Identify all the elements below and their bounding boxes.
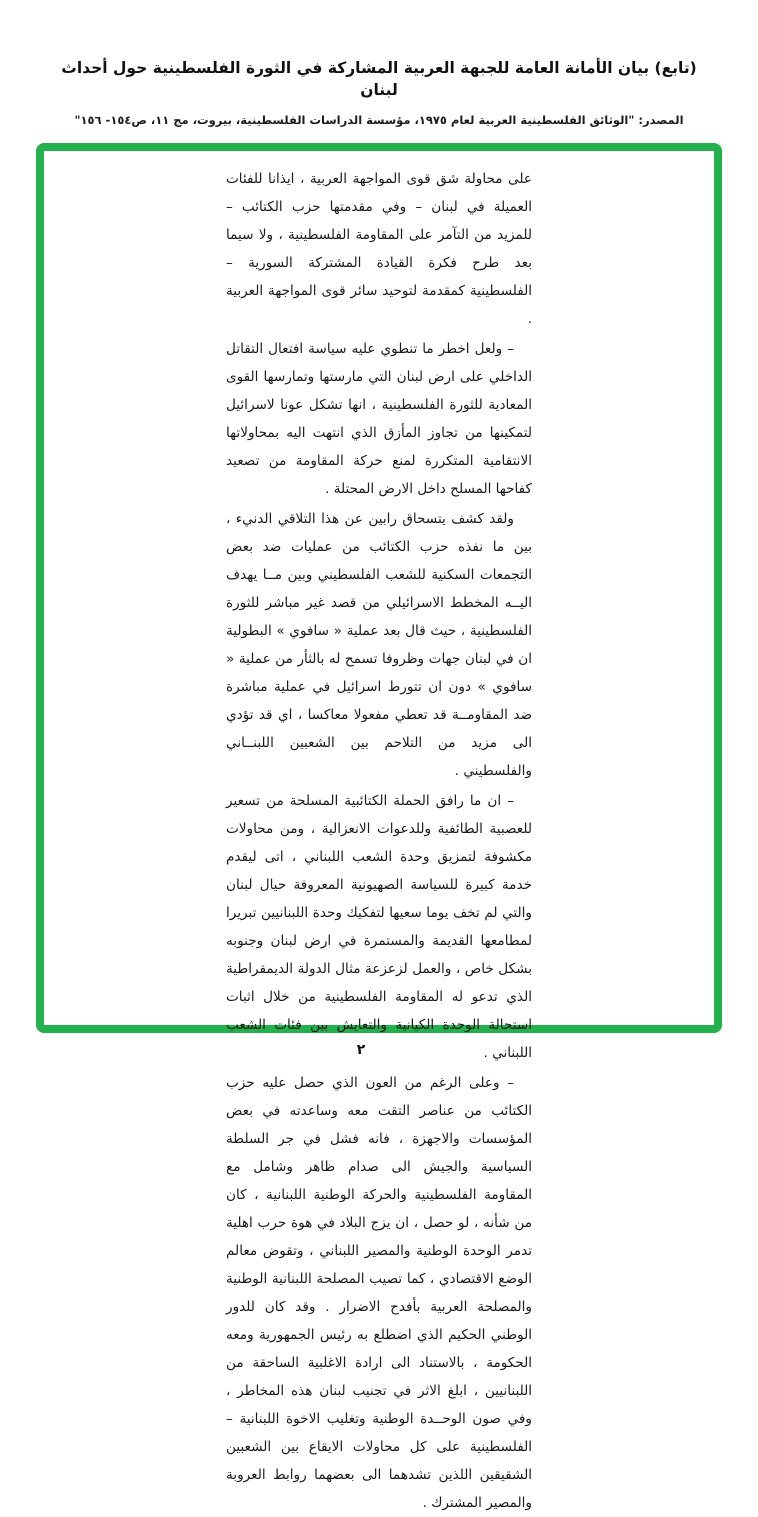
page-title: (تابع) بيان الأمانة العامة للجبهة العربية المشاركة في الثورة الفلسطينية حول أحداث لبنان [61,59,697,99]
paragraph: على محاولة شق قوى المواجهة العربية ، ايذانا للفئات العميلة في لبنان – وفي مقدمتها حزب الكتائب – للمزيد من التآمر على المقاومة الفلسطينية ، ولا سيما بعد طرح فكرة القيادة المشتركة السورية – الفلسطينية كمقدمة لتوحيد سائر قوى المواجهة العربية . [226,171,532,327]
page-number: ٢ [356,1042,366,1058]
document-header [0,58,758,127]
paragraph: – ولعل اخطر ما تنطوي عليه سياسة افتعال التقاتل الداخلي على ارض لبنان التي مارستها وتمارسها القوى المعادية للثورة الفلسطينية ، انها تشكل عونا لاسرائيل لتمكينها من تجاوز المأزق الذي انتهت اليه بمحاولاتها الانتقامية المتكررة لمنع حركة المقاومة من تصعيد كفاحها المسلح داخل الارض المحتلة . [226,341,532,497]
document-body [226,165,532,1517]
paragraph: – ان ما رافق الحملة الكتائبية المسلحة من تسعير للعصبية الطائفية وللدعوات الانعزالية ، ومن محاولات مكشوفة لتمزيق وحدة الشعب اللبناني ، اتى ليقدم خدمة كبيرة للسياسة الصهيونية المعروفة حيال لبنان والتي لم تخف يوما سعيها لتفكيك وحدة اللبنانيين تبريرا لمطامعها القديمة والمستمرة في ارض لبنان وجنوبه بشكل خاص ، والعمل لزعزعة مثال الدولة الديمقراطية الذي تدعو له المقاومة الفلسطينية من خلال اثبات استحالة الوحدة الكيانية والتعايش بين فئات الشعب اللبناني . [226,793,532,1061]
highlight-border-frame [36,143,722,1511]
paragraph: ولقد كشف يتسحاق رابين عن هذا التلاقي الدنيء ، بين ما نفذه حزب الكتائب من عمليات ضد بعض التجمعات السكنية للشعب الفلسطيني وبين مــا يهدف اليــه المخطط الاسرائيلي من قصد غير مباشر للثورة الفلسطينية ، حيث قال بعد عملية « سافوي » البطولية ان في لبنان جهات وظروفا تسمح له بالثأر من عملية « سافوي » دون ان تتورط اسرائيل في عملية مباشرة ضد المقاومــة قد تعطي مفعولا معاكسا ، اي قد تؤدي الى مزيد من التلاحم بين الشعبين اللبنــاني والفلسطيني . [226,511,532,779]
paragraph: – وعلى الرغم من العون الذي حصل عليه حزب الكتائب من عناصر التقت معه وساعدته في بعض المؤسسات والاجهزة ، فانه فشل في جر السلطة السياسية والجيش الى صدام ظاهر وشامل مع المقاومة الفلسطينية والحركة الوطنية اللبنانية ، كان من شأنه ، لو حصل ، ان يزج البلاد في هوة حرب اهلية تدمر الوحدة الوطنية والمصير اللبناني ، وتقوض معالم الوضع الاقتصادي ، كما تصيب المصلحة اللبنانية الوطنية والمصلحة العربية بأفدح الاضرار . وقد كان للدور الوطني الحكيم الذي اضطلع به رئيس الجمهورية ومعه الحكومة ، بالاستناد الى ارادة الاغلبية الساحقة من اللبنانيين ، ابلغ الاثر في تجنيب لبنان هذه المخاطر ، وفي صون الوحــدة الوطنية وتغليب الاخوة اللبنانية – الفلسطينية على كل محاولات الايقاع بين الشعبين الشقيقين اللذين تشدهما الى بعضهما روابط العروبة والمصير المشترك . [226,1075,532,1511]
source-citation: المصدر: "الوثائق الفلسطينية العربية لعام ١٩٧٥، مؤسسة الدراسات الفلسطينية، بيروت، مج ١١، ص١٥٤- ١٥٦" [74,113,684,128]
